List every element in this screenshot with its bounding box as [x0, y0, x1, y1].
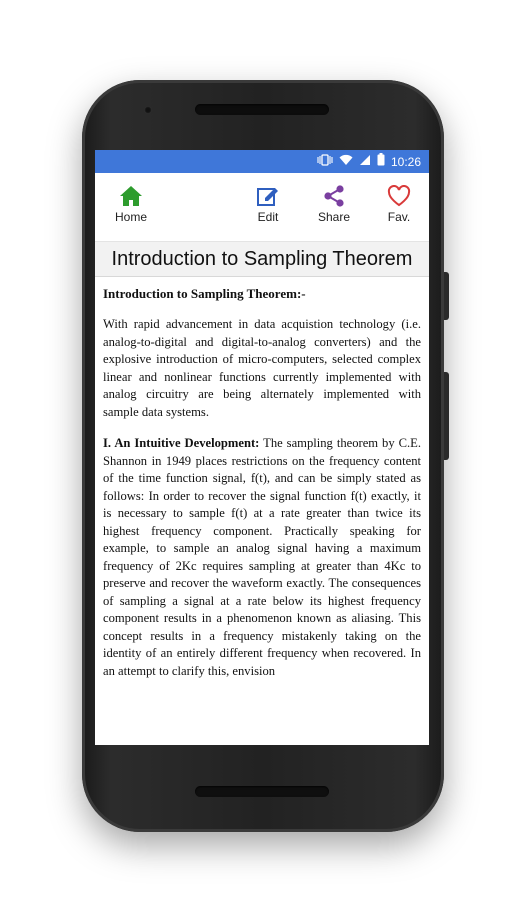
- home-icon: [119, 185, 143, 207]
- status-bar: [95, 150, 429, 173]
- volume-button: [444, 372, 449, 460]
- edit-label: Edit: [257, 210, 279, 224]
- vibrate-icon: [317, 154, 333, 170]
- share-icon: [322, 185, 346, 207]
- favorite-button[interactable]: [374, 185, 424, 224]
- earpiece-speaker: [195, 104, 329, 115]
- heart-icon: [387, 185, 411, 207]
- article-paragraph: [103, 435, 421, 680]
- home-label: Home: [114, 210, 147, 224]
- fav-label: Fav.: [387, 210, 411, 224]
- article-heading: Introduction to Sampling Theorem:-: [103, 286, 306, 301]
- section-title: I. An Intuitive Development:: [103, 436, 260, 450]
- signal-icon: [359, 154, 371, 170]
- front-camera: [144, 106, 152, 114]
- share-button[interactable]: [309, 185, 359, 224]
- bottom-speaker: [195, 786, 329, 797]
- share-label: Share: [317, 210, 351, 224]
- home-button[interactable]: [106, 185, 156, 224]
- wifi-icon: [339, 154, 353, 170]
- toolbar: [95, 173, 429, 242]
- article-content: [95, 277, 429, 680]
- section-body: The sampling theorem by C.E. Shannon in 1949 places restrictions on the frequency content of the time function signal, f(t), and can be simply stated as follows: In order to recover the signal function f(t) exactly, it is necessary to sample f(t) at a rate greater than twice its highest frequency component. Practically speaking for example, to sample an analog signal having a maximum frequency of 2Kc requires sampling at greater than 4Kc to preserve and recover the waveform exactly. The consequences of sampling a signal at a rate below its highest frequency component results in a phenomenon known as aliasing. This concept results in a frequency mistakenly taking on the identity of an entirely different frequency when recovered. In an attempt to clarify this, envision: [103, 436, 421, 678]
- status-time: 10:26: [390, 154, 421, 169]
- edit-icon: [256, 185, 280, 207]
- battery-icon: [377, 153, 385, 170]
- power-button: [444, 272, 449, 320]
- edit-button[interactable]: [243, 185, 293, 224]
- article-paragraph: With rapid advancement in data acquistion technology (i.e. analog-to-digital and digital-to-analog converters) and the explosive introduction of micro-computers, selected complex linear and nonlinear functions currently implemented with analog circuitry are being alternately implemented with sample data systems.: [103, 317, 421, 419]
- page-title: Introduction to Sampling Theorem: [95, 242, 429, 277]
- app-screen: [95, 150, 429, 745]
